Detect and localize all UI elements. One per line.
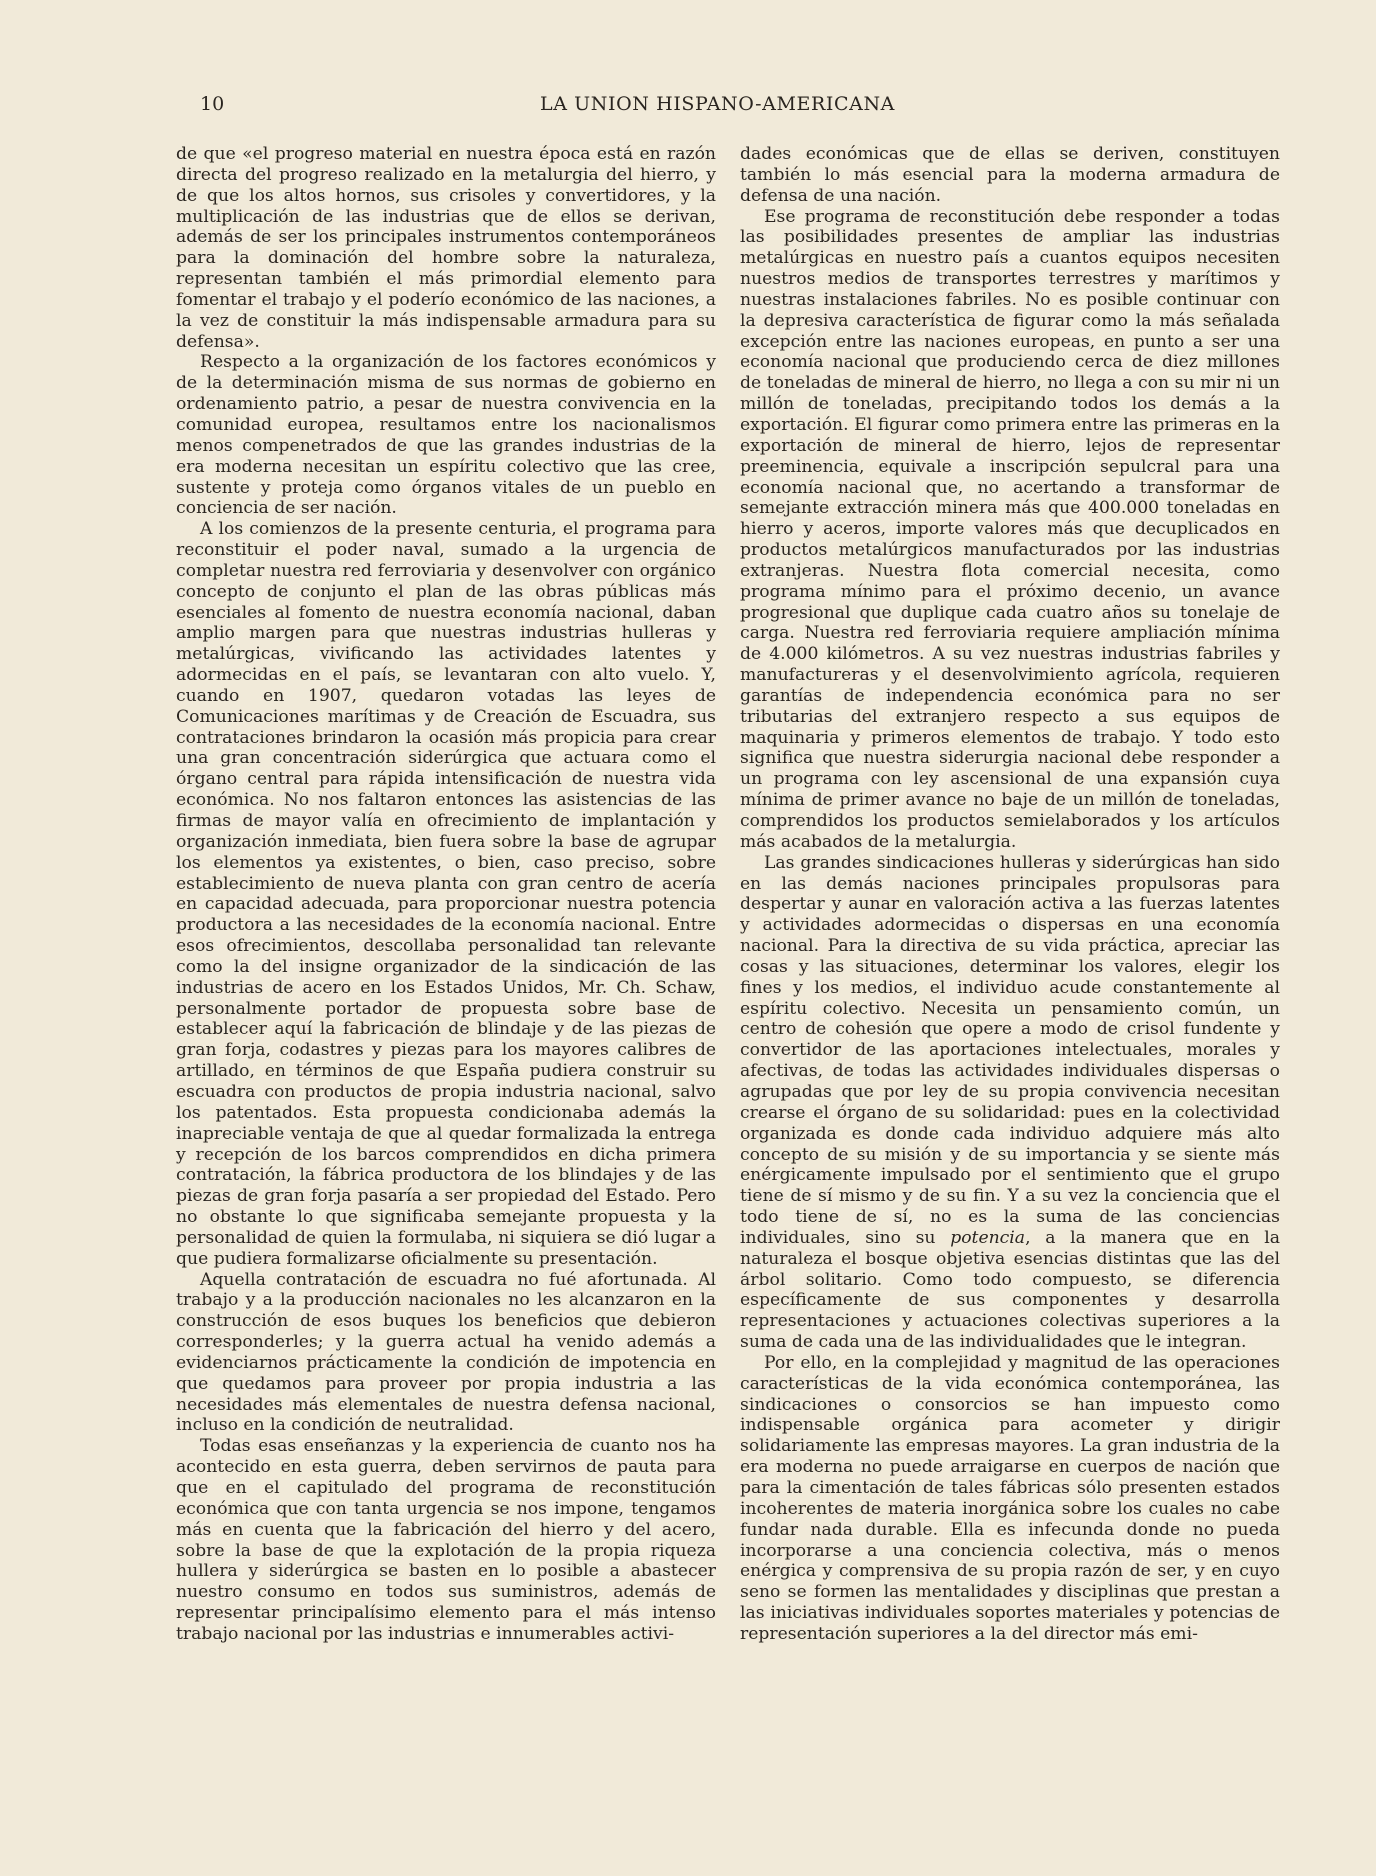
paragraph: Todas esas enseñanzas y la experiencia de cuanto nos ha acontecido en esta guerra, deben servirnos de pauta para que en el capitulado del programa de reconstitución económica que con tanta urgencia se nos impone, tengamos más en cuenta que la fabricación del hierro y del acero, sobre la base de que la explotación de la propia riqueza hullera y siderúrgica se basten en lo posible a abastecer nuestro consumo en todos sus suministros, además de representar principalísimo elemento para el más intenso trabajo nacional por las industrias e innumerables activi- xyxy=(176,1436,716,1644)
paragraph: A los comienzos de la presente centuria, el programa para reconstituir el poder naval, sumado a la urgencia de completar nuestra red ferroviaria y desenvolver con orgánico concepto de conjunto el plan de las obras públicas más esenciales al fomento de nuestra economía nacional, daban amplio margen para que nuestras industrias hulleras y metalúrgicas, vivificando las actividades latentes y adormecidas en el país, se levantaran con alto vuelo. Y, cuando en 1907, quedaron votadas las leyes de Comunicaciones marítimas y de Creación de Escuadra, sus contrataciones brindaron la ocasión más propicia para crear una gran concentración siderúrgica que actuara como el órgano central para rápida intensificación de nuestra vida económica. No nos faltaron entonces las asistencias de las firmas de mayor valía en ofrecimiento de implantación y organización inmediata, bien fuera sobre la base de agrupar los elementos ya existentes, o bien, caso preciso, sobre establecimiento de nueva planta con gran centro de acería en capacidad adecuada, para proporcionar nuestra potencia productora a las necesidades de la economía nacional. Entre esos ofrecimientos, descollaba personalidad tan relevante como la del insigne organizador de la sindicación de las industrias de acero en los Estados Unidos, Mr. Ch. Schaw, personalmente portador de propuesta sobre base de establecer aquí la fabricación de blindaje y de las piezas de gran forja, codastres y piezas para los mayores calibres de artillado, en términos de que España pudiera construir su escuadra con productos de propia industria nacional, salvo los patentados. Esta propuesta condicionaba además la inapreciable ventaja de que al quedar formalizada la entrega y recepción de los barcos comprendidos en dicha primera contratación, la fábrica productora de los blindajes y de las piezas de gran forja pasaría a ser propiedad del Estado. Pero no obstante lo que significaba semejante propuesta y la personalidad de quien la formulaba, ni siquiera se dió lugar a que pudiera formalizarse oficialmente su presentación. xyxy=(176,519,716,1269)
right-column xyxy=(740,144,1280,1645)
left-column xyxy=(176,144,716,1645)
italic-word: potencia xyxy=(950,1227,1026,1248)
paragraph: Ese programa de reconstitución debe responder a todas las posibilidades presentes de ampliar las industrias metalúrgicas en nuestro país a cuantos equipos necesiten nuestros medios de transportes terrestres y marítimos y nuestras instalaciones fabriles. No es posible continuar con la depresiva característica de figurar como la más señalada excepción entre las naciones europeas, en punto a ser una economía nacional que produciendo cerca de diez millones de toneladas de mineral de hierro, no llega a con su mir ni un millón de toneladas, precipitando todos los demás a la exportación. El figurar como primera entre las primeras en la exportación de mineral de hierro, lejos de representar preeminencia, equivale a inscripción sepulcral para una economía nacional que, no acertando a transformar de semejante extracción minera más que 400.000 toneladas en hierro y aceros, importe valores más que decuplicados en productos metalúrgicos manufacturados por las industrias extranjeras. Nuestra flota comercial necesita, como programa mínimo para el próximo decenio, un avance progresional que duplique cada cuatro años su tonelaje de carga. Nuestra red ferroviaria requiere ampliación mínima de 4.000 kilómetros. A su vez nuestras industrias fabriles y manufactureras y el desenvolvimiento agrícola, requieren garantías de independencia económica para no ser tributarias del extranjero respecto a sus equipos de maquinaria y primeros elementos de trabajo. Y todo esto significa que nuestra siderurgia nacional debe responder a un programa con ley ascensional de una expansión cuya mínima de primer avance no baje de un millón de toneladas, comprendidos los productos semielaborados y los artículos más acabados de la metalurgia. xyxy=(740,206,1280,852)
paragraph xyxy=(740,853,1280,1353)
paragraph: Respecto a la organización de los factores económicos y de la determinación misma de sus normas de gobierno en ordenamiento patrio, a pesar de nuestra convivencia en la comunidad europea, resultamos entre los nacionalismos menos compenetrados de que las grandes industrias de la era moderna necesitan un espíritu colectivo que las cree, sustente y proteja como órganos vitales de un pueblo en conciencia de ser nación. xyxy=(176,352,716,519)
paragraph: de que «el progreso material en nuestra época está en razón directa del progreso realizado en la metalurgia del hierro, y de que los altos hornos, sus crisoles y convertidores, y la multiplicación de las industrias que de ellos se derivan, además de ser los principales instrumentos contemporáneos para la dominación del hombre sobre la naturaleza, representan también el más primordial elemento para fomentar el trabajo y el poderío económico de las naciones, a la vez de constituir la más indispensable armadura para su defensa». xyxy=(176,144,716,352)
paragraph-text: Las grandes sindicaciones hulleras y siderúrgicas han sido en las demás naciones principales propulsoras para despertar y aunar en valoración activa a las fuerzas latentes y actividades adormecidas o dispersas en una economía nacional. Para la directiva de su vida práctica, apreciar las cosas y las situaciones, determinar los valores, elegir los fines y los medios, el individuo acude constantemente al espíritu colectivo. Necesita un pensamiento común, un centro de cohesión que opere a modo de crisol fundente y convertidor de las aportaciones intelectuales, morales y afectivas, de todas las actividades individuales dispersas o agrupadas que por ley de su propia convivencia necesitan crearse el órgano de su solidaridad: pues en la colectividad organizada es donde cada individuo adquiere más alto concepto de su misión y de su importancia y se siente más enérgicamente impulsado por el sentimiento que el grupo tiene de sí mismo y de su fin. Y a su vez la conciencia que el todo tiene de sí, no es la suma de las conciencias individuales, sino su xyxy=(740,852,1280,1248)
running-title: LA UNION HISPANO-AMERICANA xyxy=(540,93,895,115)
paragraph: Por ello, en la complejidad y magnitud de las operaciones características de la vida económica contemporánea, las sindicaciones o consorcios se han impuesto como indispensable orgánica para acometer y dirigir solidariamente las empresas mayores. La gran industria de la era moderna no puede arraigarse en cuerpos de nación que para la cimentación de tales fábricas sólo presenten estados incoherentes de materia inorgánica sobre los cuales no cabe fundar nada durable. Ella es infecunda donde no pueda incorporarse a una conciencia colectiva, más o menos enérgica y comprensiva de su propia razón de ser, y en cuyo seno se formen las mentalidades y disciplinas que prestan a las iniciativas individuales soportes materiales y potencias de representación superiores a la del director más emi- xyxy=(740,1352,1280,1644)
paragraph: dades económicas que de ellas se deriven, constituyen también lo más esencial para la moderna armadura de defensa de una nación. xyxy=(740,144,1280,206)
page-header xyxy=(200,93,1286,119)
page-number: 10 xyxy=(200,93,225,115)
paragraph-text: , a la manera que en la naturaleza el bosque objetiva esencias distintas que las del árbol solitario. Como todo compuesto, se diferencia específicamente de sus componentes y desarrolla representaciones y actuaciones colectivas superiores a la suma de cada una de las individualidades que le integran. xyxy=(740,1227,1280,1353)
paragraph: Aquella contratación de escuadra no fué afortunada. Al trabajo y a la producción nacionales no les alcanzaron en la construcción de esos buques los beneficios que debieron corresponderles; y la guerra actual ha venido además a evidenciarnos prácticamente la condición de impotencia en que quedamos para proveer por propia industria a las necesidades más elementales de nuestra defensa nacional, incluso en la condición de neutralidad. xyxy=(176,1269,716,1436)
